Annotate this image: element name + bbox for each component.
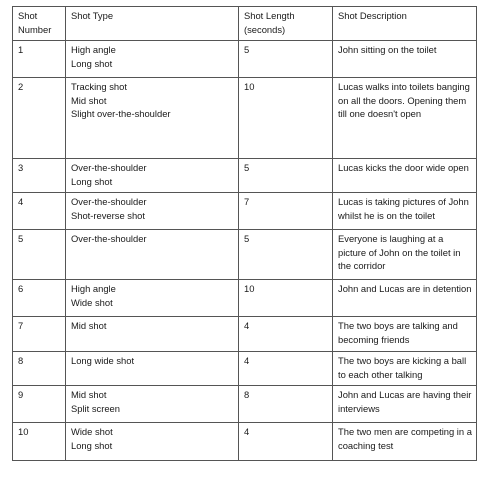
- shot-type-cell: [66, 352, 239, 386]
- shot-length-cell: 4: [239, 423, 333, 461]
- shot-number-cell: 4: [13, 193, 66, 230]
- shot-description-cell: [333, 280, 477, 317]
- shot-description-text: The two men are competing in a coaching test: [338, 426, 472, 451]
- shot-type-line: Long wide shot: [71, 355, 135, 366]
- shot-type-line: High angle: [71, 44, 116, 55]
- shot-description-cell: [333, 386, 477, 423]
- table-row: [13, 78, 477, 159]
- shot-type-line: Over-the-shoulder: [71, 162, 147, 173]
- shot-type-line: Mid shot: [71, 94, 107, 106]
- shot-number-cell: 2: [13, 78, 66, 159]
- shot-description-text: Lucas walks into toilets banging on all the doors. Opening them till one doesn't open: [338, 81, 470, 119]
- table-body: [13, 41, 477, 461]
- shot-description-cell: [333, 159, 477, 193]
- shot-description-cell: [333, 230, 477, 280]
- shot-number-cell: 10: [13, 423, 66, 461]
- shot-description-text: John and Lucas are having their interviews: [338, 389, 472, 414]
- shot-description-cell: [333, 317, 477, 352]
- table-row: [13, 386, 477, 423]
- table-row: [13, 317, 477, 352]
- shot-type-line: Mid shot: [71, 389, 107, 400]
- table-row: [13, 159, 477, 193]
- shot-description-text: The two boys are talking and becoming friends: [338, 320, 458, 345]
- shot-type-cell: [66, 317, 239, 352]
- shot-number-cell: 6: [13, 280, 66, 317]
- shot-length-cell: 4: [239, 317, 333, 352]
- shot-type-cell: [66, 423, 239, 461]
- shot-number-cell: 8: [13, 352, 66, 386]
- table-row: [13, 193, 477, 230]
- table-row: [13, 423, 477, 461]
- shot-description-cell: [333, 352, 477, 386]
- shot-type-line: Wide shot: [71, 296, 113, 308]
- shot-number-cell: 3: [13, 159, 66, 193]
- shot-type-line: Split screen: [71, 402, 120, 414]
- shot-length-cell: 5: [239, 41, 333, 78]
- header-shot-type: Shot Type: [66, 7, 239, 41]
- shot-number-cell: 7: [13, 317, 66, 352]
- table-row: [13, 352, 477, 386]
- table-row: [13, 230, 477, 280]
- shot-type-line: Long shot: [71, 439, 113, 451]
- shot-type-line: Mid shot: [71, 320, 107, 331]
- shot-length-cell: 8: [239, 386, 333, 423]
- shot-length-cell: 10: [239, 280, 333, 317]
- shot-description-cell: [333, 78, 477, 159]
- shot-type-cell: [66, 230, 239, 280]
- shot-description-text: Lucas is taking pictures of John whilst he is on the toilet: [338, 196, 469, 221]
- shot-description-text: John and Lucas are in detention: [338, 283, 472, 294]
- shot-length-cell: 5: [239, 230, 333, 280]
- shot-type-cell: [66, 193, 239, 230]
- shot-type-line: Over-the-shoulder: [71, 233, 147, 244]
- shot-type-cell: [66, 386, 239, 423]
- shot-list-table: [12, 6, 477, 461]
- shot-description-cell: [333, 41, 477, 78]
- shot-description-cell: [333, 193, 477, 230]
- shot-type-line: Slight over-the-shoulder: [71, 108, 171, 119]
- header-shot-number: Shot Number: [13, 7, 66, 41]
- shot-type-cell: [66, 78, 239, 159]
- shot-description-cell: [333, 423, 477, 461]
- shot-description-text: The two boys are kicking a ball to each other talking: [338, 355, 467, 380]
- shot-length-cell: 4: [239, 352, 333, 386]
- shot-type-cell: [66, 159, 239, 193]
- header-shot-description: Shot Description: [333, 7, 477, 41]
- shot-type-line: Long shot: [71, 57, 113, 69]
- shot-type-line: Long shot: [71, 175, 113, 187]
- shot-type-line: Shot-reverse shot: [71, 209, 145, 221]
- shot-type-line: Wide shot: [71, 426, 113, 437]
- table-row: [13, 41, 477, 78]
- shot-type-cell: [66, 41, 239, 78]
- shot-length-cell: 10: [239, 78, 333, 159]
- shot-description-text: Lucas kicks the door wide open: [338, 162, 469, 173]
- shot-number-cell: 5: [13, 230, 66, 280]
- header-shot-length: Shot Length (seconds): [239, 7, 333, 41]
- shot-type-line: Tracking shot: [71, 81, 127, 92]
- shot-length-cell: 5: [239, 159, 333, 193]
- shot-description-text: Everyone is laughing at a picture of John on the toilet in the corridor: [338, 233, 461, 271]
- shot-type-line: High angle: [71, 283, 116, 294]
- shot-type-cell: [66, 280, 239, 317]
- shot-type-line: Over-the-shoulder: [71, 196, 147, 207]
- shot-description-text: John sitting on the toilet: [338, 44, 437, 55]
- shot-number-cell: 1: [13, 41, 66, 78]
- table-header-row: [13, 7, 477, 41]
- shot-length-cell: 7: [239, 193, 333, 230]
- shot-number-cell: 9: [13, 386, 66, 423]
- table-row: [13, 280, 477, 317]
